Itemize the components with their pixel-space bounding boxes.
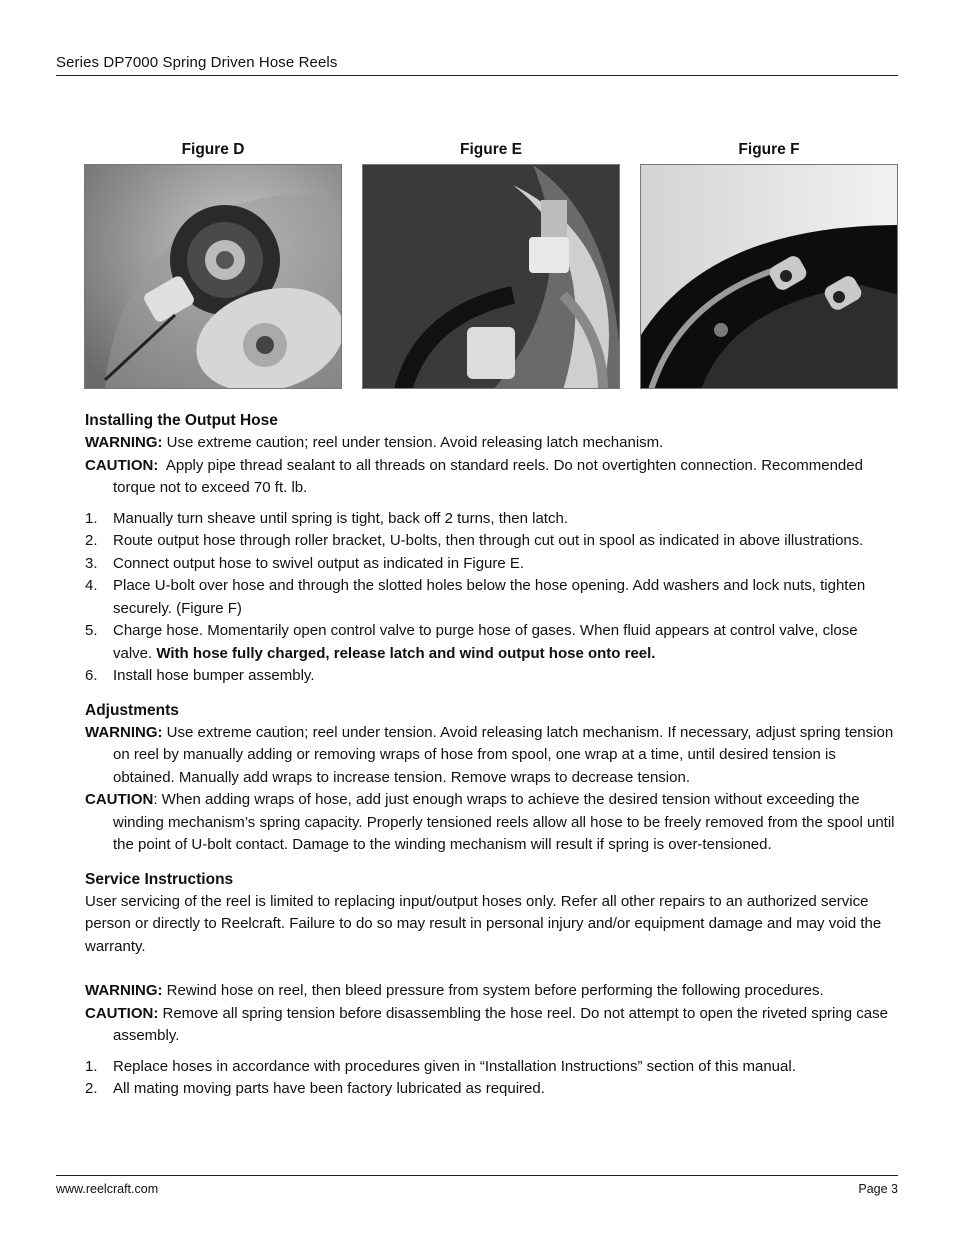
figure-f	[640, 140, 898, 389]
figure-f-photo	[640, 164, 898, 389]
list-item	[85, 553, 898, 576]
caution-text: : When adding wraps of hose, add just enough wraps to achieve the desired tension without exceeding the winding mechanism’s spring capacity. Properly tensioned reels allow all hose to be freely removed from the spool until the point of U-bolt contact. Damage to the winding mechanism will result if spring is over-tensioned.	[113, 791, 895, 853]
figure-e-caption: Figure E	[459, 141, 522, 158]
page-header	[56, 54, 898, 76]
step-number: 2.	[85, 1080, 98, 1097]
figure-d-photo	[84, 164, 342, 389]
install-steps	[85, 508, 898, 688]
list-item	[85, 508, 898, 531]
step-text: Replace hoses in accordance with procedures given in “Installation Instructions” section of this manual.	[113, 1057, 796, 1075]
warning-label: WARNING:	[85, 723, 163, 741]
step-bold-text: With hose fully charged, release latch and wind output hose onto reel.	[156, 644, 656, 662]
figure-e-photo	[362, 164, 620, 389]
service-caution	[85, 1003, 898, 1048]
step-number: 1.	[85, 1057, 98, 1075]
step-text: Place U-bolt over hose and through the slotted holes below the hose opening. Add washers and lock nuts, tighten securely. (Figure F)	[113, 577, 866, 617]
step-number: 6.	[85, 667, 98, 684]
list-item	[85, 1056, 898, 1079]
warning-text: Rewind hose on reel, then bleed pressure from system before performing the following procedures.	[166, 982, 824, 999]
list-item	[85, 575, 898, 620]
install-caution	[85, 455, 898, 500]
figure-f-caption: Figure F	[738, 141, 800, 158]
adjust-heading: Adjustments	[85, 701, 179, 719]
step-number: 4.	[85, 577, 98, 594]
caution-label: CAUTION	[85, 791, 154, 808]
caution-label: CAUTION:	[85, 456, 159, 474]
list-item	[85, 530, 898, 553]
list-item	[85, 620, 898, 665]
step-text: Route output hose through roller bracket, U-bolts, then through cut out in spool as indicated in above illustrations.	[113, 532, 864, 549]
install-warning	[85, 432, 898, 455]
install-heading: Installing the Output Hose	[85, 412, 278, 429]
step-text: Install hose bumper assembly.	[113, 667, 315, 684]
caution-text: Apply pipe thread sealant to all threads on standard reels. Do not overtighten connection. Recommended torque not to exceed 70 ft. lb.	[113, 456, 863, 496]
step-number: 1.	[85, 509, 98, 527]
figure-e	[362, 140, 620, 389]
figure-row	[84, 140, 898, 392]
step-number: 2.	[85, 532, 98, 549]
service-steps	[85, 1056, 898, 1101]
service-warning	[85, 980, 898, 1003]
warning-label: WARNING:	[85, 434, 163, 451]
manual-content	[85, 410, 898, 1101]
figure-d-caption: Figure D	[181, 141, 245, 158]
step-text: Connect output hose to swivel output as indicated in Figure E.	[113, 554, 525, 572]
list-item	[85, 1078, 898, 1101]
step-number: 5.	[85, 622, 98, 639]
step-text: Manually turn sheave until spring is tight, back off 2 turns, then latch.	[113, 509, 568, 527]
warning-text: Use extreme caution; reel under tension. Avoid releasing latch mechanism.	[166, 434, 664, 451]
page-footer	[56, 1175, 898, 1196]
footer-website: www.reelcraft.com	[56, 1182, 159, 1196]
step-text: Charge hose. Momentarily open control valve to purge hose of gases. When fluid appears at control valve, close valve.	[113, 622, 858, 662]
caution-label: CAUTION:	[85, 1004, 159, 1022]
step-text: All mating moving parts have been factory lubricated as required.	[113, 1080, 545, 1097]
step-number: 3.	[85, 554, 98, 572]
adjust-caution	[85, 789, 898, 857]
page-number: Page 3	[858, 1182, 898, 1196]
service-heading: Service Instructions	[85, 870, 234, 888]
list-item	[85, 665, 898, 688]
service-intro: User servicing of the reel is limited to replacing input/output hoses only. Refer all other repairs to an authorized service person or directly to Reelcraft. Failure to do so may result in personal injury and/or equipment damage and may void the warranty.	[85, 892, 882, 955]
figure-d	[84, 140, 342, 389]
adjust-warning	[85, 722, 898, 790]
warning-text: Use extreme caution; reel under tension. Avoid releasing latch mechanism. If necessary, adjust spring tension on reel by manually adding or removing wraps of hose from spool, one wrap at a time, until desired tension is obtained. Manually add wraps to increase tension. Remove wraps to decrease tension.	[113, 723, 894, 786]
caution-text: Remove all spring tension before disassembling the hose reel. Do not attempt to open the riveted spring case assembly.	[113, 1004, 888, 1044]
warning-label: WARNING:	[85, 982, 163, 999]
document-title: Series DP7000 Spring Driven Hose Reels	[56, 54, 338, 71]
